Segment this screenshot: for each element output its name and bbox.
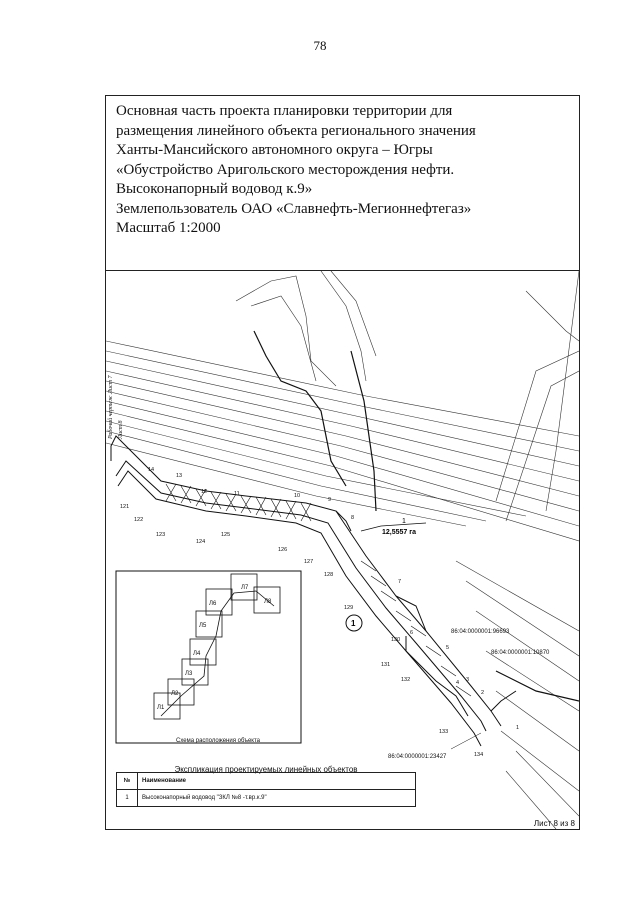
svg-text:7: 7 bbox=[398, 579, 402, 585]
header-line: Землепользователь ОАО «Славнефть-Мегионнефтегаз» bbox=[116, 200, 472, 217]
column-header: Наименование bbox=[138, 773, 416, 790]
area-number: 1 bbox=[402, 518, 406, 525]
header-line: Высоконапорный водовод к.9» bbox=[116, 181, 313, 197]
svg-text:Л2: Л2 bbox=[171, 691, 179, 697]
svg-text:129: 129 bbox=[344, 605, 354, 611]
svg-text:128: 128 bbox=[324, 572, 334, 578]
header-line: «Обустройство Аригольского месторождения нефти. bbox=[116, 161, 455, 178]
svg-text:12: 12 bbox=[201, 489, 208, 495]
column-header: № bbox=[117, 773, 138, 790]
sheet-label: Лист 8 из 8 bbox=[533, 819, 575, 828]
page-number: 78 bbox=[313, 38, 327, 53]
svg-text:Л4: Л4 bbox=[193, 651, 201, 657]
svg-text:122: 122 bbox=[134, 517, 144, 523]
svg-text:8: 8 bbox=[351, 515, 355, 521]
document-header bbox=[106, 96, 579, 271]
area-annotation bbox=[361, 518, 426, 536]
svg-text:134: 134 bbox=[474, 752, 484, 758]
svg-text:Л6: Л6 bbox=[209, 601, 217, 607]
svg-text:Л8: Л8 bbox=[264, 599, 272, 605]
header-line: Ханты-Мансийского автономного округа – Югры bbox=[116, 142, 433, 158]
table-header-row bbox=[117, 773, 416, 790]
svg-text:4: 4 bbox=[456, 680, 460, 686]
svg-text:10: 10 bbox=[294, 493, 301, 499]
svg-text:131: 131 bbox=[381, 662, 391, 668]
svg-text:13: 13 bbox=[176, 473, 183, 479]
explication-table bbox=[116, 772, 416, 807]
object-marker: 1 bbox=[351, 619, 356, 628]
svg-text:11: 11 bbox=[234, 491, 240, 497]
svg-text:125: 125 bbox=[221, 532, 231, 538]
explication-title: Экспликация проектируемых линейных объектов bbox=[174, 765, 358, 774]
svg-text:133: 133 bbox=[439, 729, 449, 735]
side-label: Рабочий чертеж Лист 7 bbox=[108, 375, 114, 439]
planning-map bbox=[106, 271, 579, 829]
background-lines bbox=[106, 271, 579, 829]
svg-text:86:04:0000001:23427: 86:04:0000001:23427 bbox=[388, 754, 447, 760]
table-row bbox=[117, 790, 416, 807]
svg-text:127: 127 bbox=[304, 559, 314, 565]
area-label: 12,5557 га bbox=[382, 529, 417, 536]
svg-text:124: 124 bbox=[196, 539, 206, 545]
svg-text:86:04:0000001:96693: 86:04:0000001:96693 bbox=[451, 629, 510, 635]
svg-text:9: 9 bbox=[328, 497, 332, 503]
svg-text:2: 2 bbox=[481, 690, 485, 696]
svg-text:6: 6 bbox=[410, 630, 414, 636]
svg-text:1: 1 bbox=[516, 725, 520, 731]
svg-text:Л3: Л3 bbox=[185, 671, 193, 677]
svg-text:130: 130 bbox=[391, 637, 401, 643]
svg-text:121: 121 bbox=[120, 504, 130, 510]
document-frame bbox=[105, 95, 580, 830]
scheme-title: Схема расположения объекта bbox=[176, 738, 260, 744]
header-line: Основная часть проекта планировки территории для bbox=[116, 103, 453, 119]
svg-text:Л7: Л7 bbox=[241, 585, 249, 591]
table-cell: Высоконапорный водовод "ЗКЛ №8 -т.вр.к.9" bbox=[138, 790, 416, 807]
svg-text:Л5: Л5 bbox=[199, 623, 207, 629]
side-label: Лист 8 bbox=[118, 420, 124, 439]
svg-text:14: 14 bbox=[148, 467, 155, 473]
header-line: Масштаб 1:2000 bbox=[116, 220, 221, 236]
svg-text:132: 132 bbox=[401, 677, 411, 683]
location-scheme bbox=[116, 571, 301, 743]
header-line: размещения линейного объекта регионального значения bbox=[116, 122, 476, 139]
svg-text:3: 3 bbox=[466, 677, 470, 683]
map-drawing bbox=[106, 271, 579, 829]
svg-text:Л1: Л1 bbox=[157, 705, 165, 711]
svg-text:86:04:0000001:10870: 86:04:0000001:10870 bbox=[491, 650, 550, 656]
table-cell: 1 bbox=[117, 790, 138, 807]
svg-text:126: 126 bbox=[278, 547, 288, 553]
svg-text:5: 5 bbox=[446, 645, 450, 651]
svg-text:123: 123 bbox=[156, 532, 166, 538]
